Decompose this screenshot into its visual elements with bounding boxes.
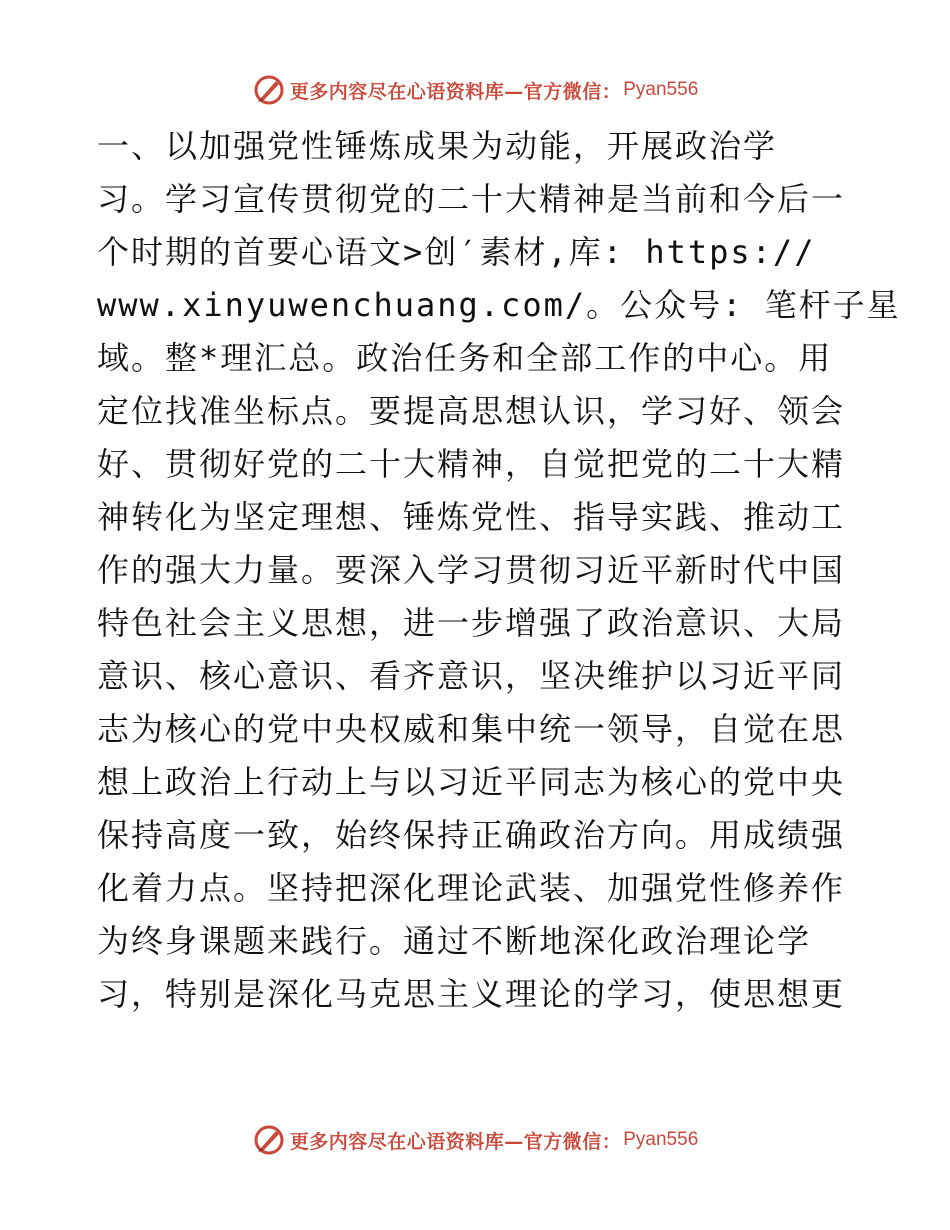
text-line: 作的强大力量。要深入学习贯彻习近平新时代中国 xyxy=(97,551,846,589)
text-line: 习。学习宣传贯彻党的二十大精神是当前和今后一 xyxy=(97,180,846,218)
text-line: 保持高度一致，始终保持正确政治方向。用成绩强 xyxy=(97,816,846,854)
watermark-account: Pyan556 xyxy=(623,1129,699,1150)
text-line: 一、以加强党性锤炼成果为动能，开展政治学 xyxy=(97,127,778,165)
quill-logo-icon xyxy=(252,1123,286,1157)
text-line: 化着力点。坚持把深化理论武装、加强党性修养作 xyxy=(97,869,846,907)
header-watermark xyxy=(0,70,950,110)
watermark-text: 更多内容尽在心语资料库—官方微信： xyxy=(289,80,622,103)
text-line: 定位找准坐标点。要提高思想认识，学习好、领会 xyxy=(97,392,846,430)
text-line: 域。整*理汇总。政治任务和全部工作的中心。用 xyxy=(97,339,833,377)
text-line: 意识、核心意识、看齐意识，坚决维护以习近平同 xyxy=(97,657,846,695)
text-line: 个时期的首要心语文>创′素材,库: https:// xyxy=(97,233,816,271)
text-line: 志为核心的党中央权威和集中统一领导，自觉在思 xyxy=(97,710,846,748)
text-line: 神转化为坚定理想、锤炼党性、指导实践、推动工 xyxy=(97,498,846,536)
text-line: 想上政治上行动上与以习近平同志为核心的党中央 xyxy=(97,763,846,801)
text-line: 为终身课题来践行。通过不断地深化政治理论学 xyxy=(97,922,812,960)
quill-logo-icon xyxy=(252,73,286,107)
document-body xyxy=(97,120,901,1021)
text-line: 特色社会主义思想，进一步增强了政治意识、大局 xyxy=(97,604,846,642)
footer-watermark xyxy=(0,1120,950,1160)
watermark-text: 更多内容尽在心语资料库—官方微信： xyxy=(289,1130,622,1153)
text-line: 习，特别是深化马克思主义理论的学习，使思想更 xyxy=(97,975,846,1013)
text-line: 好、贯彻好党的二十大精神，自觉把党的二十大精 xyxy=(97,445,846,483)
text-line: www.xinyuwenchuang.com/。公众号: 笔杆子星 xyxy=(97,286,901,324)
watermark-account: Pyan556 xyxy=(623,79,699,100)
